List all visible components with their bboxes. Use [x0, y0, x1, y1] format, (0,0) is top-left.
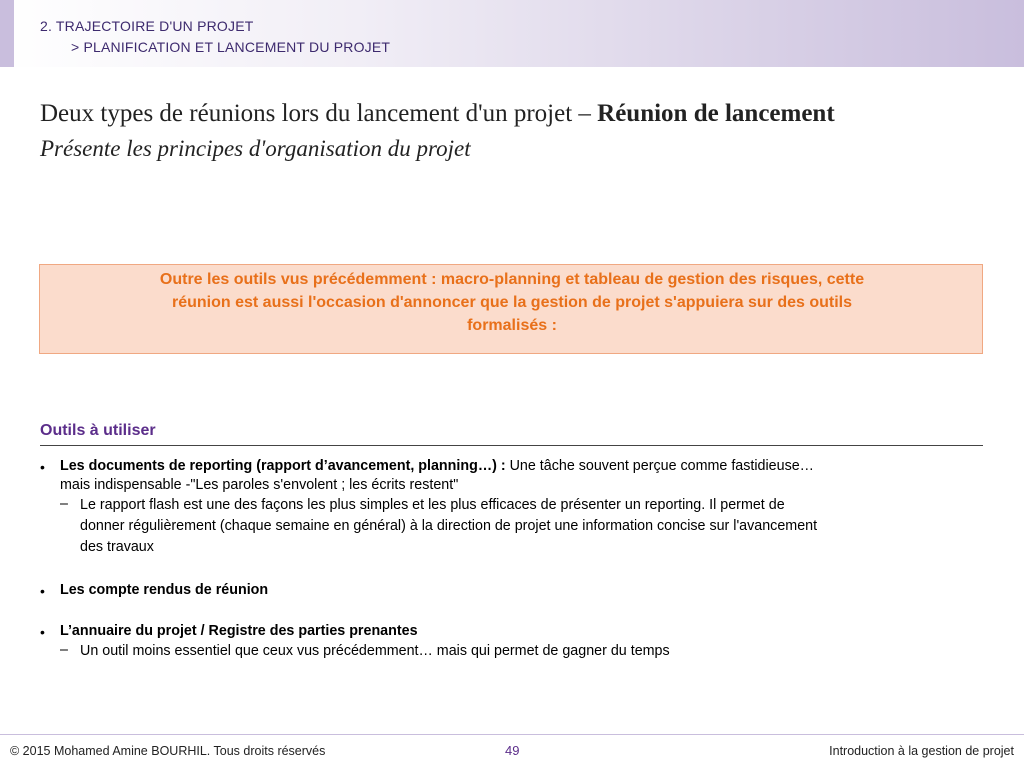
- dash-icon: –: [60, 642, 68, 658]
- list-item-bold: L’annuaire du projet / Registre des parties prenantes: [60, 623, 418, 639]
- callout-text: [40, 268, 984, 337]
- bullet-icon: •: [40, 459, 45, 475]
- list-item: [60, 581, 268, 600]
- section-divider: [40, 445, 983, 446]
- section-title: Outils à utiliser: [40, 422, 156, 439]
- callout-box: [39, 264, 983, 354]
- list-item-continuation: mais indispensable -"Les paroles s'envolent ; les écrits restent": [60, 477, 459, 493]
- list-item-bold: Les documents de reporting (rapport d’avancement, planning…) :: [60, 458, 510, 474]
- bullet-icon: •: [40, 624, 45, 640]
- list-item-text: Une tâche souvent perçue comme fastidieuse…: [509, 458, 814, 474]
- slide-title: [40, 100, 835, 128]
- list-item: [60, 622, 418, 641]
- slide-title-main: Deux types de réunions lors du lancement d'un projet –: [40, 100, 598, 127]
- slide-title-bold: Réunion de lancement: [597, 100, 835, 127]
- callout-line-1: Outre les outils vus précédemment : macro-planning et tableau de gestion des risques, cette: [159, 271, 865, 288]
- list-item-bold: Les compte rendus de réunion: [60, 582, 269, 598]
- slide-subtitle: Présente les principes d'organisation du projet: [40, 136, 471, 161]
- sub-item-line: donner régulièrement (chaque semaine en général) à la direction de projet une information concise sur l'avancement: [80, 518, 818, 534]
- footer-divider: [0, 734, 1024, 735]
- footer-copyright: © 2015 Mohamed Amine BOURHIL. Tous droits réservés: [10, 744, 326, 758]
- header-chapter: 2. TRAJECTOIRE D'UN PROJET: [40, 18, 254, 34]
- list-item: [60, 457, 814, 476]
- bullet-icon: •: [40, 583, 45, 599]
- sub-item-line: Un outil moins essentiel que ceux vus précédemment… mais qui permet de gagner du temps: [80, 643, 670, 659]
- callout-line-2: réunion est aussi l'occasion d'annoncer que la gestion de projet s'appuiera sur des outils: [171, 294, 852, 311]
- header-accent-bar: [0, 0, 14, 67]
- dash-icon: –: [60, 496, 68, 512]
- callout-line-3: formalisés :: [467, 317, 557, 334]
- footer-course-title: Introduction à la gestion de projet: [829, 744, 1014, 758]
- sub-item-line: Le rapport flash est une des façons les plus simples et les plus efficaces de présenter un reporting. Il permet de: [80, 497, 785, 513]
- header-section: > PLANIFICATION ET LANCEMENT DU PROJET: [71, 39, 391, 55]
- page-number: 49: [505, 743, 520, 758]
- sub-item-line: des travaux: [80, 539, 154, 555]
